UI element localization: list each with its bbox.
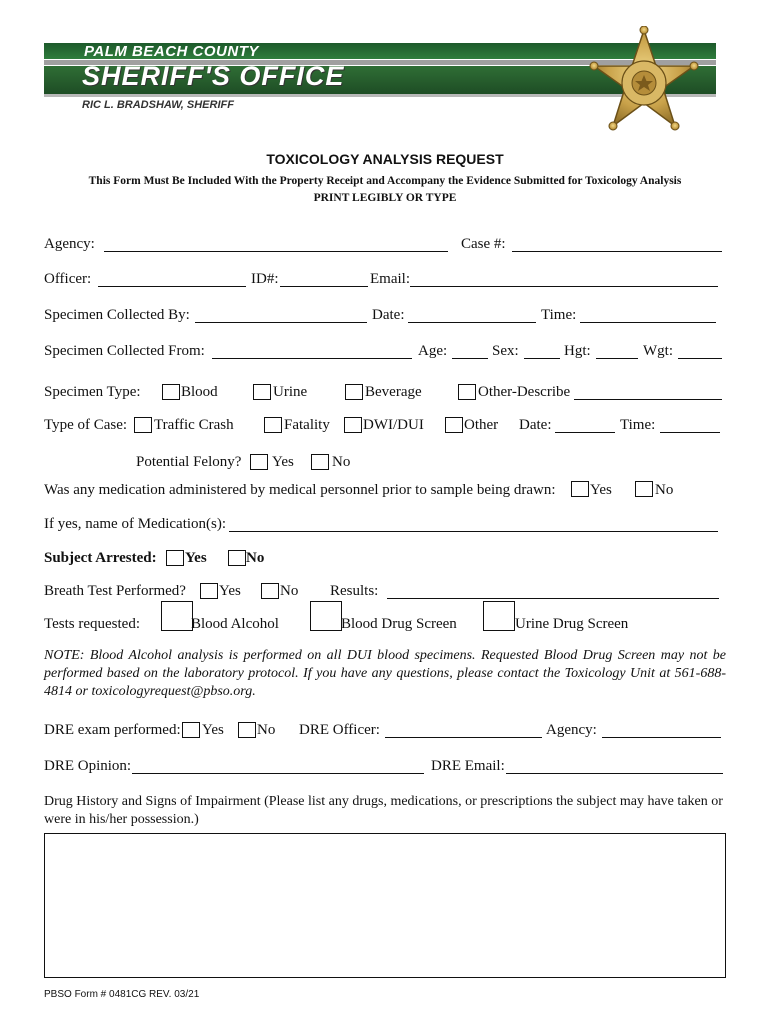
potential-felony-label: Potential Felony? [136,454,242,470]
header-sheriff-name: RIC L. BRADSHAW, SHERIFF [82,99,234,111]
officer-field[interactable] [98,286,246,287]
blood-drug-screen-label: Blood Drug Screen [341,616,457,632]
blood-label: Blood [181,384,218,400]
id-field[interactable] [280,286,368,287]
collected-from-field[interactable] [212,358,412,359]
other-describe-field[interactable] [574,399,722,400]
dre-officer-label: DRE Officer: [299,722,380,738]
blood-drug-screen-checkbox[interactable] [310,601,342,631]
hgt-field[interactable] [596,358,638,359]
arrested-no-label: No [246,550,265,566]
dre-yes-label: Yes [202,722,224,738]
email-field[interactable] [410,286,718,287]
case-number-field[interactable] [512,251,722,252]
breath-test-label: Breath Test Performed? [44,583,186,599]
medication-yes-checkbox[interactable] [571,481,589,497]
medication-names-label: If yes, name of Medication(s): [44,516,227,532]
dre-yes-checkbox[interactable] [182,722,200,738]
urine-drug-screen-label: Urine Drug Screen [515,616,629,632]
form-number-footer: PBSO Form # 0481CG REV. 03/21 [44,989,200,1000]
dre-agency-field[interactable] [602,737,721,738]
collected-from-label: Specimen Collected From: [44,343,205,359]
urine-label: Urine [273,384,308,400]
dre-no-checkbox[interactable] [238,722,256,738]
medication-no-checkbox[interactable] [635,481,653,497]
officer-label: Officer: [44,271,92,287]
sex-label: Sex: [492,343,519,359]
dre-email-field[interactable] [506,773,723,774]
header-county: PALM BEACH COUNTY [84,43,259,60]
specimen-type-label: Specimen Type: [44,384,141,400]
age-label: Age: [418,343,448,359]
type-of-case-label: Type of Case: [44,417,128,433]
dre-officer-field[interactable] [385,737,542,738]
id-label: ID#: [251,271,279,287]
wgt-field[interactable] [678,358,722,359]
drug-history-instructions: Drug History and Signs of Impairment (Please list any drugs, medications, or prescriptions the subject may have taken or were in his/her possession.) [44,794,723,827]
case-time-label: Time: [620,417,656,433]
fatality-checkbox[interactable] [264,417,282,433]
case-date-field[interactable] [555,432,615,433]
blood-alcohol-label: Blood Alcohol [191,616,279,632]
breath-yes-checkbox[interactable] [200,583,218,599]
fatality-label: Fatality [284,417,330,433]
drug-history-textarea[interactable] [44,833,726,978]
arrested-no-checkbox[interactable] [228,550,246,566]
other-case-label: Other [464,417,499,433]
sheriff-star-badge-icon [588,26,700,134]
results-field[interactable] [387,598,719,599]
dre-exam-label: DRE exam performed: [44,722,181,738]
arrested-yes-label: Yes [185,550,207,566]
note-paragraph: NOTE: Blood Alcohol analysis is performed on all DUI blood specimens. Requested Blood Drug Screen may not be performed based on the laboratory protocol. If you have any questions, please contact the Toxicology Unit at 561-688-4814 or toxicologyrequest@pbso.org. [44,648,726,699]
form-instruction: PRINT LEGIBLY OR TYPE [313,192,457,204]
agency-label: Agency: [44,236,95,252]
dre-no-label: No [257,722,276,738]
agency-field[interactable] [104,251,448,252]
urine-drug-screen-checkbox[interactable] [483,601,515,631]
felony-no-label: No [332,454,351,470]
dre-opinion-label: DRE Opinion: [44,758,132,774]
felony-yes-label: Yes [272,454,294,470]
other-describe-checkbox[interactable] [458,384,476,400]
dre-email-label: DRE Email: [431,758,505,774]
dwi-dui-label: DWI/DUI [363,417,424,433]
traffic-crash-label: Traffic Crash [154,417,234,433]
header-office: SHERIFF'S OFFICE [82,61,345,91]
medication-names-field[interactable] [229,531,718,532]
case-date-label: Date: [519,417,552,433]
form-title: TOXICOLOGY ANALYSIS REQUEST [266,151,504,167]
beverage-checkbox[interactable] [345,384,363,400]
other-case-checkbox[interactable] [445,417,463,433]
blood-alcohol-checkbox[interactable] [161,601,193,631]
collected-time-field[interactable] [580,322,716,323]
form-subtitle: This Form Must Be Included With the Property Receipt and Accompany the Evidence Submitted for Toxicology Analysis [88,175,682,187]
dwi-dui-checkbox[interactable] [344,417,362,433]
wgt-label: Wgt: [643,343,673,359]
felony-no-checkbox[interactable] [311,454,329,470]
email-label: Email: [370,271,410,287]
hgt-label: Hgt: [564,343,591,359]
urine-checkbox[interactable] [253,384,271,400]
felony-yes-checkbox[interactable] [250,454,268,470]
collected-by-field[interactable] [195,322,367,323]
blood-checkbox[interactable] [162,384,180,400]
other-describe-label: Other-Describe [478,384,571,400]
case-time-field[interactable] [660,432,720,433]
collected-time-label: Time: [541,307,577,323]
case-label: Case #: [461,236,506,252]
traffic-crash-checkbox[interactable] [134,417,152,433]
collected-date-label: Date: [372,307,405,323]
dre-agency-label: Agency: [546,722,597,738]
sex-field[interactable] [524,358,560,359]
arrested-yes-checkbox[interactable] [166,550,184,566]
beverage-label: Beverage [365,384,422,400]
medication-yes-label: Yes [590,482,612,498]
tests-requested-label: Tests requested: [44,616,141,632]
collected-date-field[interactable] [408,322,536,323]
medication-question: Was any medication administered by medical personnel prior to sample being drawn: [44,482,556,498]
subject-arrested-label: Subject Arrested: [44,550,157,566]
breath-no-label: No [280,583,299,599]
breath-no-checkbox[interactable] [261,583,279,599]
age-field[interactable] [452,358,488,359]
collected-by-label: Specimen Collected By: [44,307,190,323]
results-label: Results: [330,583,379,599]
breath-yes-label: Yes [219,583,241,599]
medication-no-label: No [655,482,674,498]
dre-opinion-field[interactable] [132,773,424,774]
